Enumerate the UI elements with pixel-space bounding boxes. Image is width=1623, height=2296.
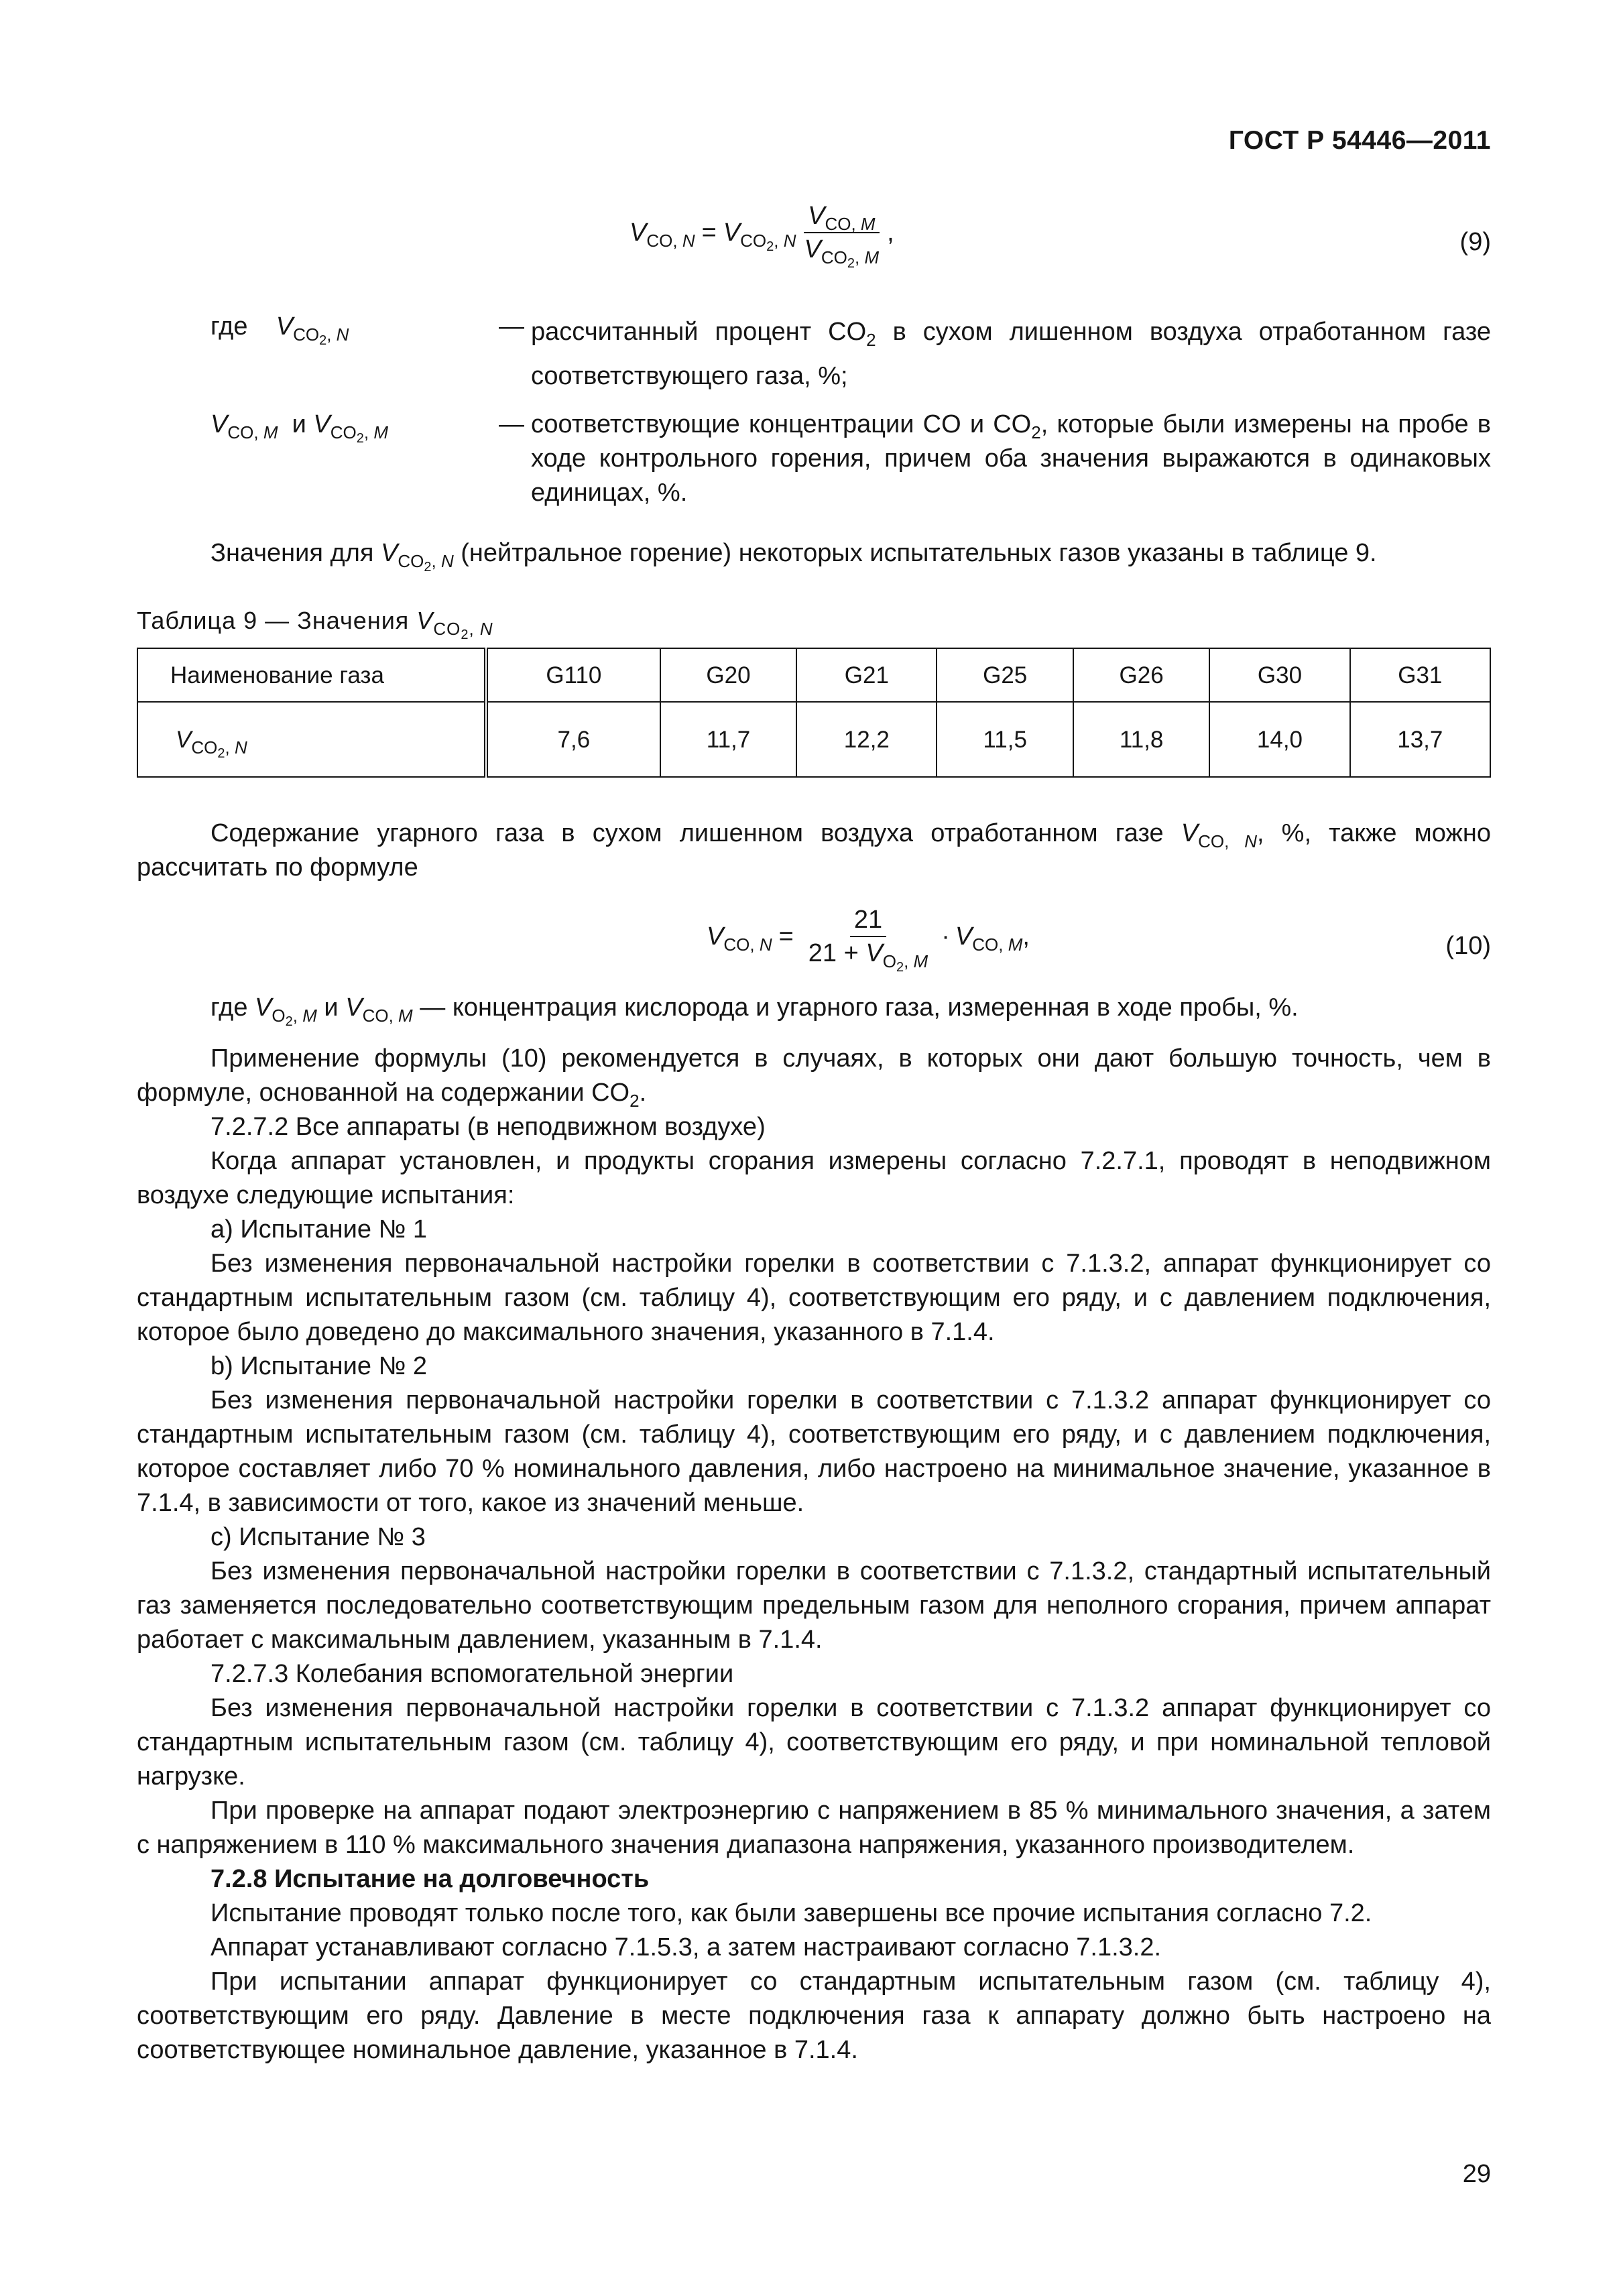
document-header: ГОСТ Р 54446—2011 xyxy=(1228,126,1491,155)
table-cell-gas: G25 xyxy=(937,648,1073,702)
table-cell-value: 12,2 xyxy=(796,702,937,777)
values-paragraph: Значения для $V_{CO_2, N}$ (нейтральное горение) некоторых испытательных газов указаны в таблице 9. xyxy=(211,539,1377,575)
table-value-row xyxy=(137,702,1490,777)
table-cell-gas: G31 xyxy=(1350,648,1490,702)
formula-9-legend xyxy=(137,310,1491,510)
legend-symbol: где $V_{CO_2, N}$ xyxy=(211,312,349,348)
paragraph: При испытании аппарат функционирует со стандартным испытательным газом (см. таблицу 4), соответствующим его ряду. Давление в месте подключения газа к аппарату должно быть настроено на соответствующее номинальное давление, указанное в 7.1.4. xyxy=(137,1968,1491,2064)
formula-10 xyxy=(137,905,1491,985)
table-cell-value: 11,7 xyxy=(660,702,796,777)
table-cell-value: 11,5 xyxy=(937,702,1073,777)
paragraph: При проверке на аппарат подают электроэнергию с напряжением в 85 % минимального значения, а затем с напряжением в 110 % максимального значения диапазона напряжения, указанного производителем. xyxy=(137,1797,1491,1859)
page-number: 29 xyxy=(1462,2160,1491,2188)
paragraph: Испытание проводят только после того, как были завершены все прочие испытания согласно 7.2. xyxy=(211,1899,1372,1927)
formula-9 xyxy=(137,201,1491,282)
table-header-label: Наименование газа xyxy=(137,648,486,702)
main-text xyxy=(137,1042,1491,2067)
table-header-row xyxy=(137,648,1490,702)
table-cell-gas: G21 xyxy=(796,648,937,702)
legend-definition: соответствующие концентрации CO и $CO_2$, которые были измерены на пробе в ходе контрольного горения, причем оба значения выражаются в одинаковых единицах, %. xyxy=(531,410,1491,507)
table-cell-value: 13,7 xyxy=(1350,702,1490,777)
table-cell-gas: G30 xyxy=(1209,648,1349,702)
list-item: b) Испытание № 2 xyxy=(211,1352,428,1380)
legend-row xyxy=(137,310,1491,398)
legend-symbol: $V_{CO, M}$ и $V_{CO_2, M}$ xyxy=(211,410,389,446)
list-item: c) Испытание № 3 xyxy=(211,1523,426,1551)
paragraph: Без изменения первоначальной настройки горелки в соответствии с 7.1.3.2, стандартный испытательный газ заменяется последовательно соответствующим предельным газом для неполного сгорания, причем аппарат работает с максимальным давлением, указанным в 7.1.4. xyxy=(137,1557,1491,1654)
list-item: а) Испытание № 1 xyxy=(211,1215,428,1244)
table-cell-gas: G26 xyxy=(1073,648,1209,702)
legend-definition: рассчитанный процент $CO_2$ в сухом лишенном воздуха отработанном газе соответствующего газа, %; xyxy=(531,318,1491,390)
table-cell-value: 11,8 xyxy=(1073,702,1209,777)
paragraph: Без изменения первоначальной настройки горелки в соответствии с 7.1.3.2, аппарат функционирует со стандартным испытательным газом (см. таблицу 4), соответствующим его ряду, и с давлением подключения, которое было доведено до максимального значения, указанного в 7.1.4. xyxy=(137,1250,1491,1346)
paragraph: Без изменения первоначальной настройки горелки в соответствии с 7.1.3.2 аппарат функционирует со стандартным испытательным газом (см. таблицу 4), соответствующим его ряду, и при номинальной тепловой нагрузке. xyxy=(137,1694,1491,1791)
formula-10-legend: где $V_{O_2, M}$ и $V_{CO, M}$ — концентрация кислорода и угарного газа, измеренная в ходе пробы, %. xyxy=(211,993,1299,1029)
paragraph: Когда аппарат установлен, и продукты сгорания измерены согласно 7.2.7.1, проводят в неподвижном воздухе следующие испытания: xyxy=(137,1147,1491,1209)
table-cell-gas: G110 xyxy=(486,648,660,702)
section-heading: 7.2.8 Испытание на долговечность xyxy=(211,1865,650,1893)
table-cell-gas: G20 xyxy=(660,648,796,702)
formula-9-fraction: $\frac{V_{CO, M}}{V_{CO_2, M}}$ xyxy=(804,202,880,271)
co-paragraph: Содержание угарного газа в сухом лишенном воздуха отработанном газе $V_{CO, N}$, %, также можно рассчитать по формуле xyxy=(137,819,1491,882)
paragraph: Без изменения первоначальной настройки горелки в соответствии с 7.1.3.2 аппарат функционирует со стандартным испытательным газом (см. таблицу 4), соответствующим его ряду, и с давлением подключения, которое составляет либо 70 % номинального давления, либо настроено на минимальное значение, указанное в 7.1.4, в зависимости от того, какое из значений меньше. xyxy=(137,1386,1491,1517)
formula-9-number: (9) xyxy=(1459,228,1491,256)
legend-dash: — xyxy=(499,312,524,341)
legend-row xyxy=(137,408,1491,510)
legend-dash: — xyxy=(499,410,524,438)
formula-10-number: (10) xyxy=(1445,932,1491,960)
section-heading: 7.2.7.3 Колебания вспомогательной энергии xyxy=(211,1660,734,1688)
table-9 xyxy=(137,648,1491,778)
paragraph: Аппарат устанавливают согласно 7.1.5.3, а затем настраивают согласно 7.1.3.2. xyxy=(211,1933,1162,1961)
table-cell-value: 7,6 xyxy=(486,702,660,777)
table-9-caption: Таблица 9 — Значения $V_{CO_2, N}$ xyxy=(137,607,493,642)
formula-10-fraction: $\frac{21}{21 + V_{O_2, M}}$ xyxy=(808,906,928,975)
section-heading: 7.2.7.2 Все аппараты (в неподвижном воздухе) xyxy=(211,1113,766,1141)
table-cell-value: 14,0 xyxy=(1209,702,1349,777)
paragraph: Применение формулы (10) рекомендуется в случаях, в которых они дают большую точность, чем в формуле, основанной на содержании $CO_2$. xyxy=(137,1044,1491,1111)
formula-10-expression: $V_{CO, N}$ = $\frac{21}{21 + V_{O_2, M}}$ · $V_{CO, M}$ , xyxy=(707,906,1030,975)
table-row-symbol: $V_{CO_2, N}$ xyxy=(137,702,486,777)
formula-9-expression: $V_{CO, N}$ = $V_{CO_2, N}$ $\frac{V_{CO, M}}{V_{CO_2, M}}$ , xyxy=(629,202,894,271)
